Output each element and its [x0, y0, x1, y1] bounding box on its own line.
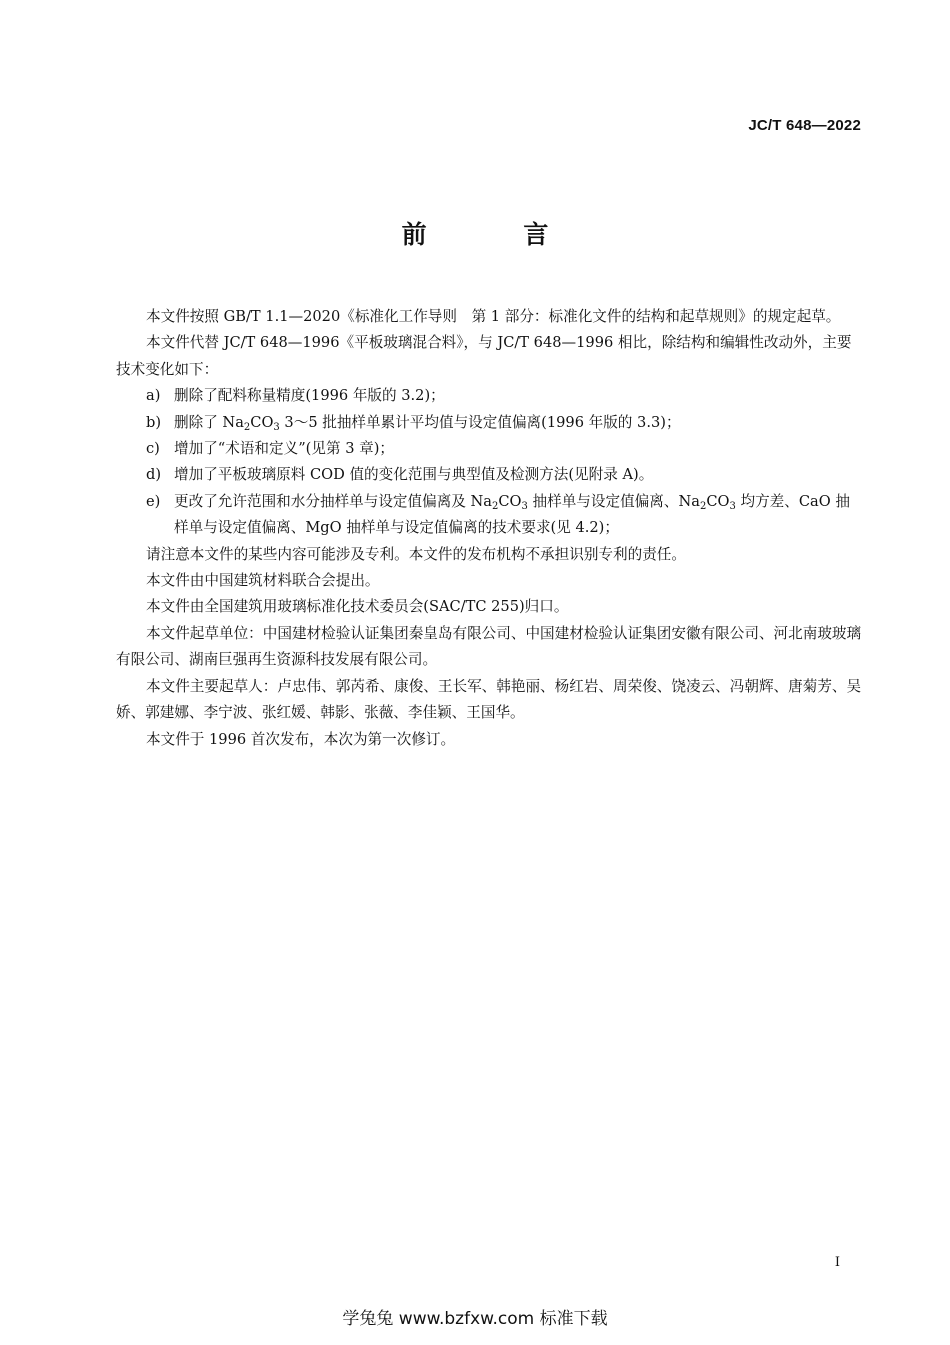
change-text: CO [706, 492, 730, 510]
paragraph: 本文件起草单位：中国建材检验认证集团秦皇岛有限公司、中国建材检验认证集团安徽有限公司、河北南玻玻璃有限公司、湖南巨强再生资源科技发展有限公司。 [116, 624, 862, 669]
subscript: 2 [492, 500, 499, 512]
paragraph: 本文件由中国建筑材料联合会提出。 [146, 572, 380, 590]
subscript: 3 [521, 500, 528, 512]
change-text: 抽样单与设定值偏离、Na [527, 492, 700, 510]
change-text: CO [250, 413, 274, 431]
change-item-e [116, 489, 862, 542]
subscript: 2 [243, 421, 251, 433]
paragraph: 本文件代替 JC/T 648—1996《平板玻璃混合料》，与 JC/T 648—1996 相比，除结构和编辑性改动外，主要技术变化如下： [116, 334, 852, 378]
change-text: CO [498, 492, 522, 510]
footer-watermark: 学兔兔 www.bzfxw.com 标准下载 [342, 1309, 608, 1329]
page-number: I [834, 1255, 840, 1270]
change-item-a [116, 383, 862, 409]
list-marker: e) [146, 492, 161, 510]
change-text: 删除了 Na [174, 413, 244, 431]
list-marker: c) [146, 440, 160, 458]
paragraph: 本文件由全国建筑用玻璃标准化技术委员会(SAC/TC 255)归口。 [146, 598, 569, 616]
foreword-body [116, 304, 862, 753]
paragraph: 请注意本文件的某些内容可能涉及专利。本文件的发布机构不承担识别专利的责任。 [146, 545, 686, 563]
change-item-b [116, 410, 862, 436]
list-marker: a) [146, 387, 161, 405]
change-text: 增加了平板玻璃原料 COD 值的变化范围与典型值及检测方法(见附录 A)。 [174, 466, 654, 484]
change-text: 更改了允许范围和水分抽样单与设定值偏离及 Na [174, 492, 492, 510]
change-item-c [116, 436, 862, 462]
list-marker: d) [146, 466, 162, 484]
change-text: 删除了配料称量精度(1996 年版的 3.2)； [174, 387, 445, 405]
document-code: JC/T 648—2022 [748, 117, 861, 134]
change-text: 均方差、CaO 抽样单与设定值偏离、MgO 抽样单与设定值偏离的技术要求(见 4.2)； [174, 492, 850, 537]
paragraph: 本文件于 1996 首次发布，本次为第一次修订。 [146, 730, 456, 748]
change-text: 增加了“术语和定义”(见第 3 章)； [174, 440, 394, 458]
paragraph: 本文件按照 GB/T 1.1—2020《标准化工作导则 第 1 部分：标准化文件的结构和起草规则》的规定起草。 [146, 308, 841, 325]
subscript: 3 [729, 500, 736, 512]
subscript: 3 [273, 421, 280, 433]
subscript: 2 [699, 500, 707, 512]
page-title: 前 言 [401, 220, 593, 249]
change-item-d [116, 462, 862, 488]
list-marker: b) [146, 413, 162, 431]
change-text: 3～5 批抽样单累计平均值与设定值偏离(1996 年版的 3.3)； [279, 413, 681, 431]
paragraph: 本文件主要起草人：卢忠伟、郭芮希、康俊、王长军、韩艳丽、杨红岩、周荣俊、饶凌云、冯朝辉、唐菊芳、吴娇、郭建娜、李宁波、张红媛、韩影、张薇、李佳颖、王国华。 [116, 677, 862, 722]
